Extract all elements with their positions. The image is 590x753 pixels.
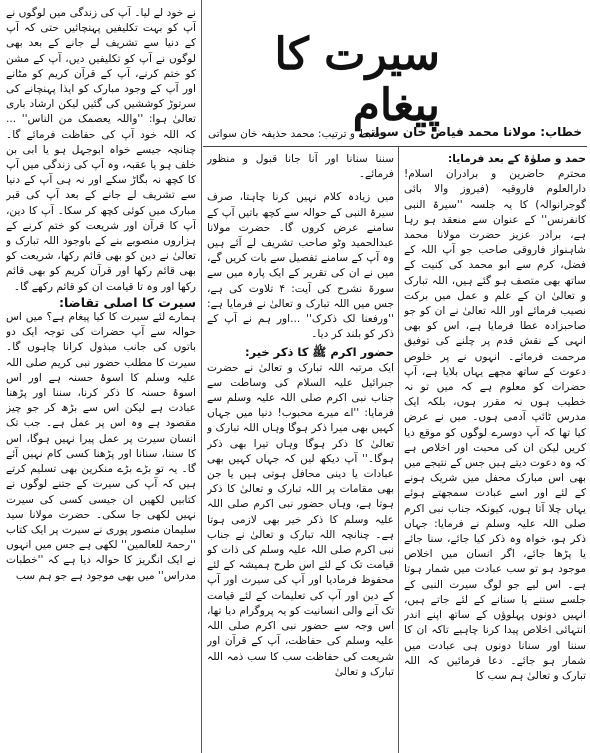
column-divider-left <box>201 0 202 753</box>
editor-byline: ضبط و ترتیب: محمد حذیفہ خان سواتی <box>208 128 381 140</box>
paragraph: سننا سنانا اور آنا جانا قبول و منظور فرمائے۔ <box>207 153 394 181</box>
byline-rule <box>203 146 587 147</box>
column-left <box>6 6 196 750</box>
column-divider-right <box>398 146 399 753</box>
column-right <box>404 152 586 750</box>
article-title: سیرت کا پیغام <box>274 29 440 131</box>
speaker-byline: خطاب: مولانا محمد فیاض خان سواتی <box>358 125 582 139</box>
paragraph: نے خود لے لیا۔ آپ کی زندگی میں لوگوں نے آپ کو بہت تکلیفیں پہنچائیں حتی کہ آپ کے دنیا سے تشریف لے جانے کے بعد بھی لوگوں نے آپ کو تکلیفیں دیں، آپ کے مشن کو ختم کرنے، آپ کے قرآن کریم کو مٹانے اور آپ کے وجود مبارک کو ایذا پہنچانے کی سرتوڑ کوششیں کی گئیں لیکن ارشاد باری تعالیٰ ہوا: ''واللہ یعصمک من الناس'' ... کہ اللہ خود آپ کی حفاظت فرمائے گا۔ چنانچہ جیسے خواہ ابوجہل ہو یا ابی بن خلف ہو یا عقبہ، وہ آپ کی زندگی میں آپ کا کچھ نہ بگاڑ سکے اور نہ ہی آپ کے دنیا سے تشریف لے جانے کے بعد آپ کی قبر مبارک میں کوئی کچھ کر سکا۔ آپ کا دین، آپ کا قرآن اور شریعت کو ختم کرنے کے ہزاروں منصوبے بنے کے باوجود اللہ تبارک و تعالیٰ نے دین کو بھی قائم رکھا، شریعت کو بھی قائم رکھا اور قرآن کریم کو بھی قائم رکھا اور وہ تا قیامت ان کو قائم رکھے گا۔ <box>6 7 196 293</box>
opening-line: حمد و صلوٰۃ کے بعد فرمایا: <box>448 153 586 165</box>
section-heading: سیرت کا اصلی تقاضا: <box>58 294 196 310</box>
column-middle <box>207 152 394 750</box>
section-heading: حضور اکرم ﷺ کا ذکر خیر: <box>244 345 394 360</box>
paragraph: محترم حاضرین و برادران اسلام! دارالعلوم فاروقیہ (فیروز والا بائی گوجرانوالہ) کا یہ جلسہ ''سیرۃ النبی کانفرنس'' کے عنوان سے منعقد ہو رہا ہے، برادر عزیز حضرت مولانا محمد شاہنواز فاروقی صاحب جو آپ اللہ کے فضل، کرم سے ابو محمد کی کنیت کے ساتھ بھی متصف ہو گئے ہیں، اللہ تبارک و تعالیٰ ان کے علم و عمل میں برکت نصیب فرمائے اور اللہ تعالیٰ نے ان کو جو صاحبزادہ عطا فرمایا ہے، اس کو بھی انہی کے نقش قدم پر چلنے کی توفیق مرحمت فرمائے۔ انہوں نے پر خلوص دعوت کے ساتھ مجھے یہاں بلایا ہے، آپ حضرات کو معلوم ہے کہ میں تو نہ خطیب ہوں نہ مقرر ہوں، بلکہ ایک مدرس ٹائپ آدمی ہوں۔ میں نے عرض کیا تھا کہ آپ دوسرے لوگوں کو موقع دیا کریں لیکن ان کی محبت اور اخلاص ہے کہ وہ دعوت دیتے ہیں جس کے نتیجے میں بھی اس مبارک محفل میں شریک ہونے کے لئے اور اسے عبادت سمجھتے ہوئے یہاں چلا آتا ہوں، کیونکہ جناب نبی اکرم صلی اللہ علیہ وسلم نے فرمایا: جہاں ذکر ہو، خواہ وہ ذکر کیا جائے، سنا جائے یا پڑھا جائے، اگر انسان میں اخلاص موجود ہو تو سب عبادت میں شمار ہوتا ہے۔ اس لیے جو لوگ سیرت النبی کے جلسے سننے یا سنانے کے لئے جاتے ہیں، انہیں دونوں پہلوؤں کے ساتھ اپنے اندر انتہائی اخلاص پیدا کرنا چاہیے تاکہ ان کا سننا اور سنانا دونوں ہی عبادت میں شمار ہو جائے۔ دعا فرمائیں کہ اللہ تبارک و تعالیٰ ہم سب کا <box>404 168 586 682</box>
paragraph: میں زیادہ کلام نہیں کرنا چاہتا، صرف سیرۃ النبی کے حوالہ سے کچھ باتیں آپ کے سامنے عرض کروں گا۔ حضرت مولانا عبدالحمید وٹو صاحب تشریف لے آئے ہیں وہ آپ کے سامنے تفصیل سے بات کریں گے، میں نے ان کی تقریر کے ایک پارہ میں سے سورۃ نشرح کی آیت: ۴ تلاوت کی ہے، جس میں اللہ تبارک و تعالیٰ نے فرمایا ہے: ''ورفعنا لک ذکرک'' ...اور ہم نے آپ کے ذکر کو بلند کر دیا۔ <box>207 191 394 341</box>
paragraph: ایک مرتبہ اللہ تبارک و تعالیٰ نے حضرت جبرائیل علیہ السلام کی وساطت سے جناب نبی اکرم صلی اللہ علیہ وسلم سے فرمایا: ''اے میرے محبوب! دنیا میں جہاں کہیں بھی میرا ذکر ہوگا وہاں اللہ تبارک و تعالیٰ کا ذکر ہوگا وہاں تیرا بھی ذکر ہوگا۔'' آپ دیکھ لیں کہ جہاں کہیں بھی عبادات یا دینی محافل ہوتی ہیں یا جن بھی مقامات پر اللہ تبارک و تعالیٰ کا ذکر ہوتا ہے، وہاں حضور نبی اکرم صلی اللہ علیہ وسلم کا ذکر خیر بھی لازمی ہوتا ہے۔ چنانچہ اللہ تبارک و تعالیٰ نے جناب نبی اکرم صلی اللہ علیہ وسلم کی ذات کو قیامت تک کے لئے اس طرح ہمیشہ کے لئے محفوظ فرمادیا اور آپ کی سیرت اور آپ کے دین اور آپ کی تعلیمات کے لئے قیامت تک آنے والی انسانیت کو یہ پروگرام دیا تھا، اس وجہ سے حضور نبی اکرم صلی اللہ علیہ وسلم کی حفاظت، آپ کے قرآن اور شریعت کی حفاظت سب کا سب ذمہ اللہ تبارک و تعالیٰ <box>207 361 394 678</box>
paragraph: ہمارے لئے سیرت کا کیا پیغام ہے؟ میں اس حوالہ سے آپ حضرات کی توجہ ایک دو باتوں کی جانب مبذول کرانا چاہوں گا۔ سیرت کا مطلب حضور نبی کریم صلی اللہ علیہ وسلم کا اسوۂ حسنہ ہے اور اس اسوۂ حسنہ کا ذکر کرنا، سننا اور پڑھنا عبادت ہے لیکن اس سے بڑھ کر جو چیز مقصود ہے وہ اس پر عمل ہے۔ جب تک انسان سیرت پر عمل پیرا نہیں ہوگا، اس کا سننا، سنانا اور پڑھنا کسی کام نہیں آئے گا۔ یہ تو بڑے بڑے منکرین بھی تسلیم کرتے ہیں کہ آپ کی سیرت کے جتنے لوگوں نے کتابیں لکھیں ان جیسی کسی کی سیرت نہیں لکھی جا سکی۔ حضرت مولانا سید سلیمان منصور پوری نے سیرت پر ایک کتاب ''رحمۃ للعالمین'' لکھی ہے جس میں انہوں نے ایک انگریز کا حوالہ دیا ہے کہ ''خطبات مدراس'' میں بھی موجود ہے جو ہم سب <box>6 311 196 582</box>
